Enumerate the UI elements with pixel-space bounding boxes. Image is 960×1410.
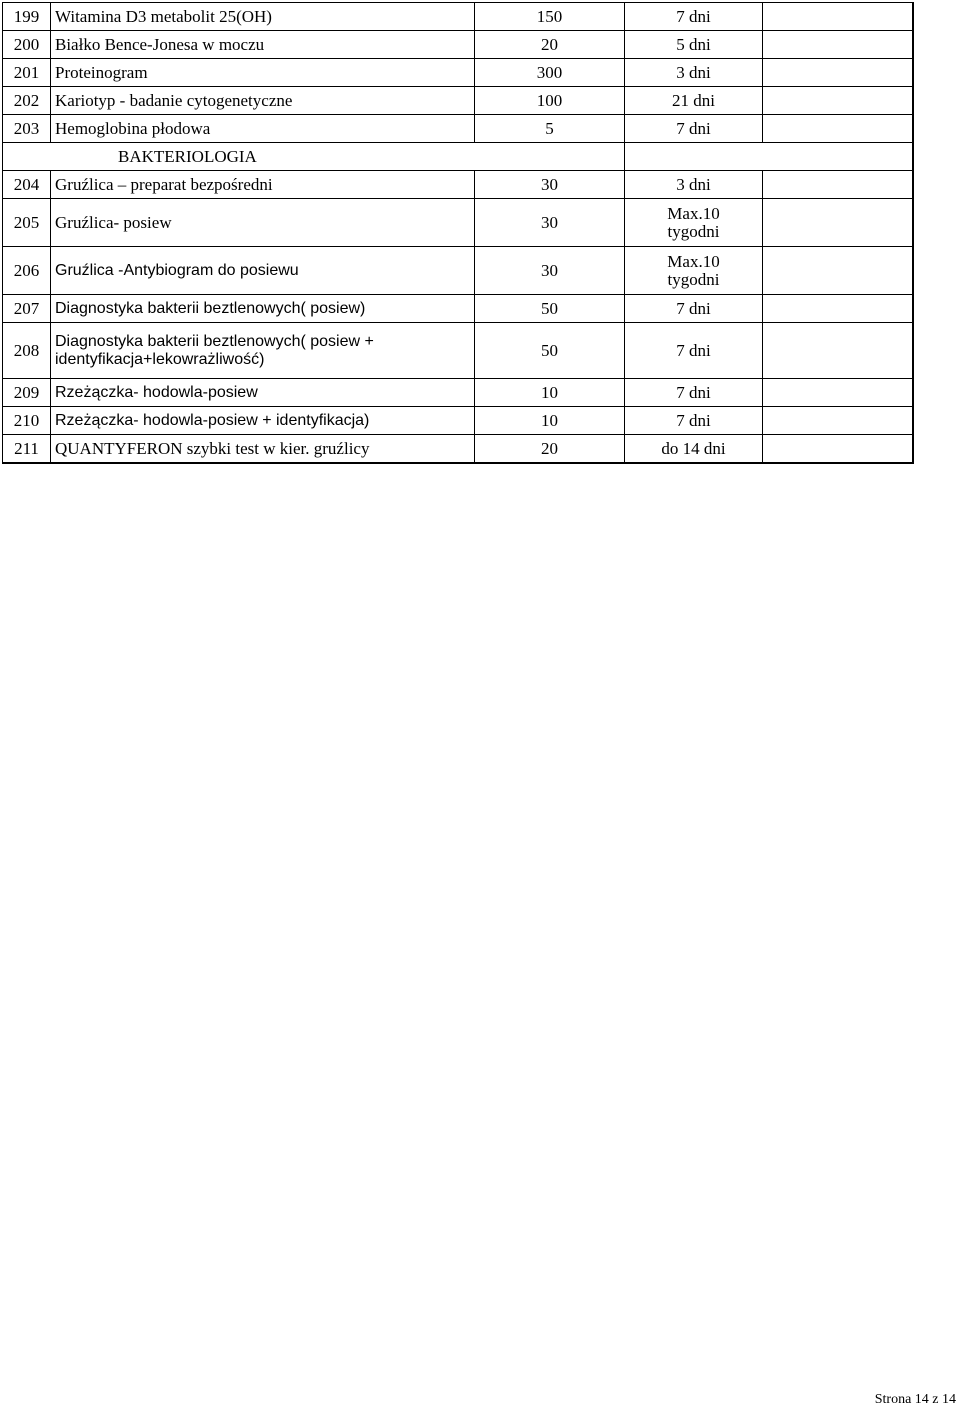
row-number: 205 — [3, 199, 51, 247]
test-duration — [625, 247, 763, 295]
table-row — [3, 379, 913, 407]
test-price: 20 — [475, 435, 625, 463]
test-name: Diagnostyka bakterii beztlenowych( posiew) — [51, 295, 475, 323]
test-price: 50 — [475, 323, 625, 379]
table-row — [3, 435, 913, 463]
section-title: BAKTERIOLOGIA — [3, 143, 625, 171]
test-duration: 7 dni — [625, 379, 763, 407]
test-price: 30 — [475, 171, 625, 199]
table-row — [3, 295, 913, 323]
row-number: 199 — [3, 3, 51, 31]
empty-cell — [763, 407, 913, 435]
empty-cell — [763, 115, 913, 143]
duration-line-2: tygodni — [667, 269, 720, 289]
empty-cell — [763, 435, 913, 463]
page-number: Strona 14 z 14 — [874, 1392, 956, 1407]
table-row — [3, 323, 913, 379]
duration-line-1: Max.10 — [667, 251, 720, 271]
test-price: 5 — [475, 115, 625, 143]
test-name-line-1: Diagnostyka bakterii beztlenowych( posiew + — [55, 332, 374, 350]
test-price: 300 — [475, 59, 625, 87]
table-row — [3, 31, 913, 59]
test-name: Gruźlica -Antybiogram do posiewu — [51, 247, 475, 295]
test-name-line-2: identyfikacja+lekowrażliwość) — [55, 350, 265, 368]
test-price: 30 — [475, 199, 625, 247]
test-duration: do 14 dni — [625, 435, 763, 463]
empty-cell — [763, 31, 913, 59]
row-number: 209 — [3, 379, 51, 407]
empty-cell — [763, 59, 913, 87]
test-duration: 7 dni — [625, 323, 763, 379]
duration-line-1: Max.10 — [667, 203, 720, 223]
test-name — [51, 323, 475, 379]
empty-cell — [763, 323, 913, 379]
price-table — [2, 2, 914, 464]
test-name: Rzeżączka- hodowla-posiew + identyfikacja) — [51, 407, 475, 435]
test-duration: 5 dni — [625, 31, 763, 59]
test-duration: 21 dni — [625, 87, 763, 115]
table-row — [3, 115, 913, 143]
test-name: Gruźlica – preparat bezpośredni — [51, 171, 475, 199]
row-number: 211 — [3, 435, 51, 463]
empty-cell — [763, 379, 913, 407]
test-duration: 7 dni — [625, 3, 763, 31]
test-price: 20 — [475, 31, 625, 59]
empty-cell — [625, 143, 913, 171]
table-row — [3, 171, 913, 199]
table-row — [3, 87, 913, 115]
empty-cell — [763, 87, 913, 115]
test-name: Hemoglobina płodowa — [51, 115, 475, 143]
test-name: Rzeżączka- hodowla-posiew — [51, 379, 475, 407]
test-duration: 3 dni — [625, 59, 763, 87]
test-name: Gruźlica- posiew — [51, 199, 475, 247]
row-number: 201 — [3, 59, 51, 87]
empty-cell — [763, 3, 913, 31]
row-number: 208 — [3, 323, 51, 379]
test-name: Białko Bence-Jonesa w moczu — [51, 31, 475, 59]
test-duration — [625, 199, 763, 247]
test-price: 150 — [475, 3, 625, 31]
empty-cell — [763, 199, 913, 247]
test-price: 50 — [475, 295, 625, 323]
section-header-row — [3, 143, 913, 171]
test-price: 100 — [475, 87, 625, 115]
row-number: 200 — [3, 31, 51, 59]
test-name: Witamina D3 metabolit 25(OH) — [51, 3, 475, 31]
table-row — [3, 247, 913, 295]
table-row — [3, 3, 913, 31]
test-duration: 3 dni — [625, 171, 763, 199]
empty-cell — [763, 295, 913, 323]
table-row — [3, 407, 913, 435]
row-number: 204 — [3, 171, 51, 199]
empty-cell — [763, 171, 913, 199]
row-number: 210 — [3, 407, 51, 435]
row-number: 207 — [3, 295, 51, 323]
table-row — [3, 199, 913, 247]
test-duration: 7 dni — [625, 115, 763, 143]
test-name: QUANTYFERON szybki test w kier. gruźlicy — [51, 435, 475, 463]
empty-cell — [763, 247, 913, 295]
test-name: Proteinogram — [51, 59, 475, 87]
table-row — [3, 59, 913, 87]
test-duration: 7 dni — [625, 407, 763, 435]
duration-line-2: tygodni — [667, 221, 720, 241]
test-price: 10 — [475, 407, 625, 435]
test-price: 30 — [475, 247, 625, 295]
row-number: 202 — [3, 87, 51, 115]
row-number: 206 — [3, 247, 51, 295]
test-name: Kariotyp - badanie cytogenetyczne — [51, 87, 475, 115]
row-number: 203 — [3, 115, 51, 143]
test-duration: 7 dni — [625, 295, 763, 323]
test-price: 10 — [475, 379, 625, 407]
